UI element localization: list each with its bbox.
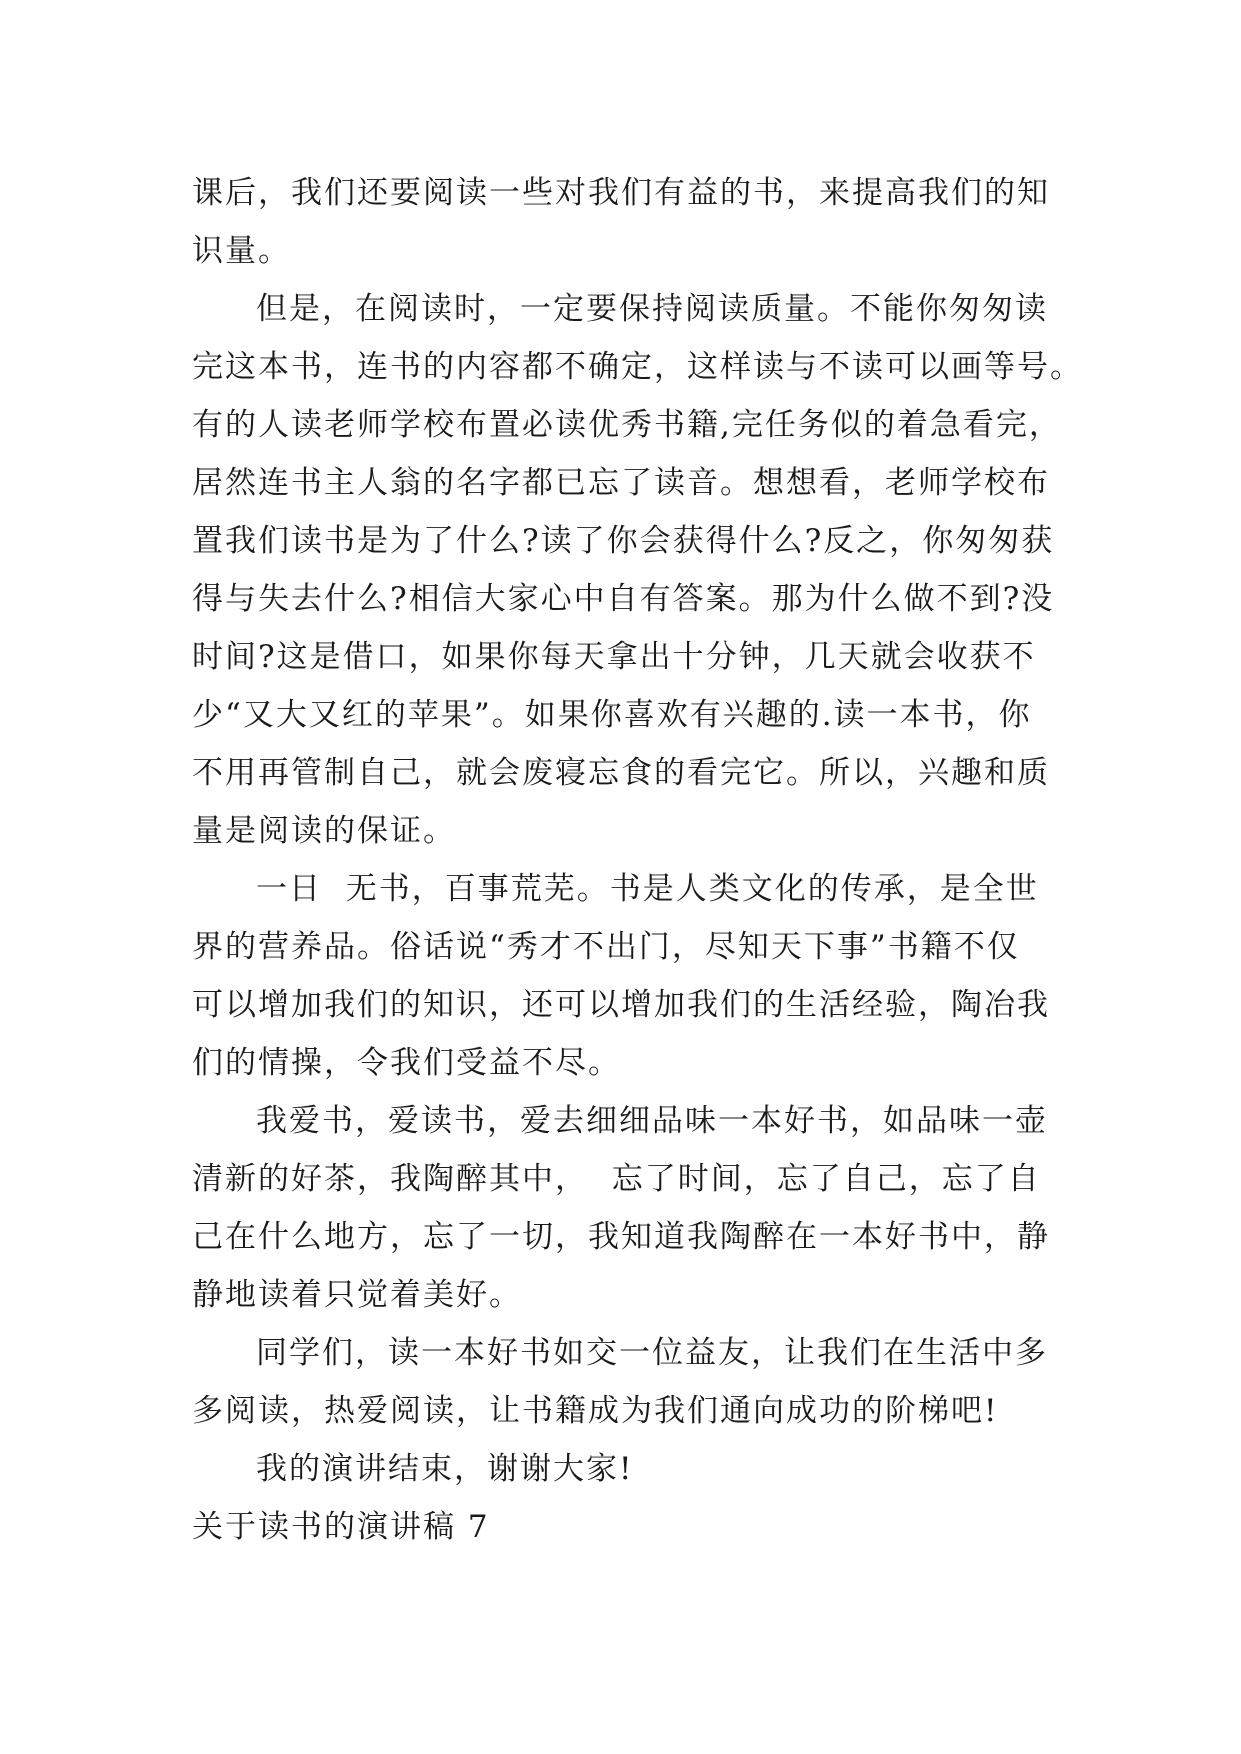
text-line: 静地读着只觉着美好。 [192,1277,522,1313]
text-line: 己在什么地方，忘了一切，我知道我陶醉在一本好书中，静 [192,1219,1050,1255]
text-line: 清新的好茶，我陶醉其中， 忘了时间，忘了自己，忘了自 [192,1161,1041,1197]
paragraph-start-line: 我爱书，爱读书，爱去细细品味一本好书，如品味一壶 [256,1103,1048,1139]
text-line: 可以增加我们的知识，还可以增加我们的生活经验，陶冶我 [192,987,1050,1023]
text-line: 得与失去什么?相信大家心中自有答案。那为什么做不到?没 [192,581,1055,617]
text-line: 们的情操，令我们受益不尽。 [192,1045,621,1081]
text-line: 界的营养品。俗话说“秀才不出门，尽知天下事”书籍不仅 [192,929,1020,965]
paragraph-start-line: 但是，在阅读时，一定要保持阅读质量。不能你匆匆读 [256,291,1048,327]
closing-line: 我的演讲结束，谢谢大家! [256,1451,634,1487]
paragraph-start-line: 同学们，读一本好书如交一位益友，让我们在生活中多 [256,1335,1048,1371]
text-line: 置我们读书是为了什么?读了你会获得什么?反之，你匆匆获 [192,523,1055,559]
text-line: 多阅读，热爱阅读，让书籍成为我们通向成功的阶梯吧! [192,1393,999,1429]
text-line: 不用再管制自己，就会废寝忘食的看完它。所以，兴趣和质 [192,755,1050,791]
body-text [192,164,1083,1556]
text-line: 识量。 [192,233,291,269]
section-heading: 关于读书的演讲稿 7 [192,1509,490,1545]
text-line: 量是阅读的保证。 [192,813,456,849]
text-line: 有的人读老师学校布置必读优秀书籍,完任务似的着急看完， [192,407,1062,443]
text-line: 完这本书，连书的内容都不确定，这样读与不读可以画等号。 [192,349,1083,385]
text-line: 时间?这是借口，如果你每天拿出十分钟，几天就会收获不 [192,639,1036,675]
paragraph-start-line: 一日 无书，百事荒芜。书是人类文化的传承，是全世 [256,871,1039,907]
text-line: 课后，我们还要阅读一些对我们有益的书，来提高我们的知 [192,175,1050,211]
text-line: 少“又大又红的苹果”。如果你喜欢有兴趣的.读一本书，你 [192,697,1032,733]
text-line: 居然连书主人翁的名字都已忘了读音。想想看，老师学校布 [192,465,1050,501]
